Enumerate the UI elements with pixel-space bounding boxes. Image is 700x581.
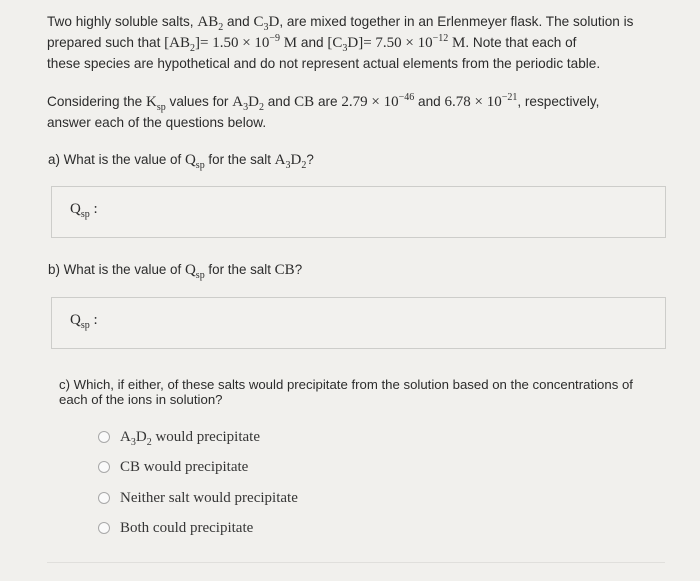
intro-text: and — [297, 35, 328, 50]
question-c-line-2: each of the ions in solution? — [59, 392, 223, 407]
ksp-text: are — [314, 94, 342, 109]
salt-cb: CB — [294, 94, 315, 110]
answer-b-field[interactable] — [51, 297, 666, 349]
ksp-text: and — [414, 94, 445, 109]
salt-a3d2: $A_3D_2$ — [232, 94, 264, 113]
ksp-text: values for — [165, 94, 233, 109]
question-b: b) What is the value of $Q_{sp}$ for the salt CB? — [48, 262, 303, 281]
ksp-text: and — [263, 94, 295, 109]
intro-line-1 — [47, 13, 633, 31]
salt-a3d2: $A_3D_2$ — [274, 152, 307, 171]
intro-text: these species are hypothetical and do not represent actual elements from the periodic table. — [47, 56, 601, 71]
intro-text: . Note that each of — [465, 35, 577, 50]
concentration-ab2: $[AB_2]= 1.50 \times 10^{-9}$ M — [164, 33, 298, 54]
ksp-symbol: $K_{sp}$ — [146, 94, 166, 113]
ksp-value-1: $2.79 \times 10^{-46}$ — [341, 92, 415, 110]
option-label: CB would precipitate — [120, 458, 249, 475]
section-divider — [47, 562, 665, 563]
option-label: Neither salt would precipitate — [120, 489, 298, 506]
concentration-c3d: $[C_3D]= 7.50 \times 10^{-12}$ M — [327, 33, 466, 54]
option-both-could-precipitate[interactable] — [98, 517, 253, 539]
intro-text: prepared such that — [47, 35, 165, 50]
ksp-value-2: $6.78 \times 10^{-21}$ — [444, 92, 518, 110]
option-label: Both could precipitate — [120, 519, 254, 536]
radio-button[interactable] — [98, 522, 110, 534]
salt-cb: CB — [274, 262, 295, 278]
ksp-text: , respectively, — [517, 94, 600, 109]
qsp-symbol: $Q_{sp}$ — [184, 152, 205, 171]
intro-line-2 — [47, 34, 576, 52]
option-a3d2-precipitates[interactable] — [98, 426, 260, 448]
ksp-text: answer each of the questions below. — [47, 115, 267, 130]
answer-a-label: $Q_{sp}$ : — [70, 201, 98, 220]
intro-line-3 — [47, 55, 600, 72]
ksp-text: Considering the — [47, 94, 146, 109]
salt-ab2: $AB_2$ — [197, 14, 224, 33]
radio-button[interactable] — [98, 431, 110, 443]
answer-b-label: $Q_{sp}$ : — [70, 312, 98, 331]
question-c-line-1: c) Which, if either, of these salts would precipitate from the solution based on the concentrations of — [59, 377, 633, 392]
intro-text: , are mixed together in an Erlenmeyer flask. The solution is — [279, 14, 634, 29]
radio-button[interactable] — [98, 461, 110, 473]
qsp-symbol: $Q_{sp}$ — [184, 262, 205, 281]
intro-text: and — [223, 14, 254, 29]
option-neither-precipitates[interactable] — [98, 487, 298, 509]
option-cb-precipitates[interactable] — [98, 456, 248, 478]
answer-a-field[interactable] — [51, 186, 666, 238]
ksp-line-2 — [47, 114, 266, 131]
intro-text: Two highly soluble salts, — [47, 14, 198, 29]
salt-c3d: $C_3D$ — [253, 14, 280, 33]
question-a: a) What is the value of $Q_{sp}$ for the salt $A_3D_2$? — [48, 152, 314, 171]
radio-button[interactable] — [98, 492, 110, 504]
option-label: $A_3D_2$ would precipitate — [120, 428, 260, 448]
ksp-line-1 — [47, 93, 599, 111]
